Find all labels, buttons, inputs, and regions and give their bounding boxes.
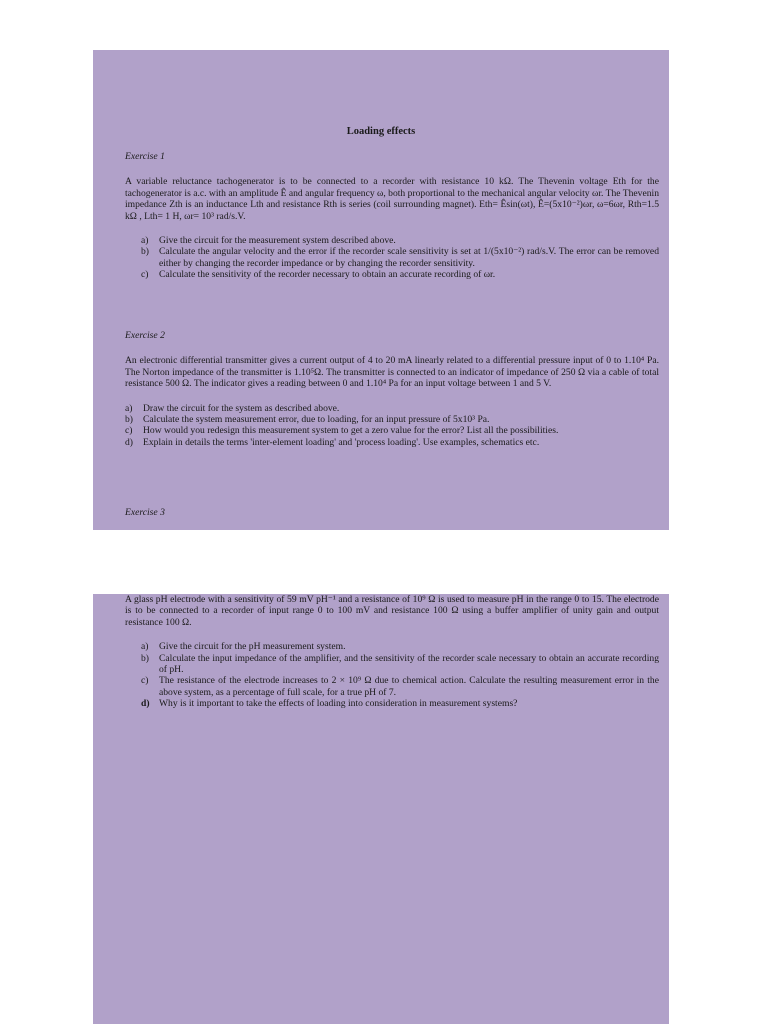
- list-item: a) Give the circuit for the pH measurement system.: [141, 641, 346, 653]
- list-item: b) Calculate the angular velocity and the error if the recorder scale sensitivity is set at 1/(5x10⁻²) rad/s.V. The error can be removed either by changing the recorder impedance or by changing the recorder sensitivity.: [141, 246, 659, 269]
- exercise-3-questions: [125, 641, 659, 709]
- exercise-2-heading: Exercise 2: [125, 330, 165, 341]
- exercise-1: [125, 151, 659, 281]
- list-item: d) Why is it important to take the effects of loading into consideration in measurement systems?: [141, 698, 518, 710]
- exercise-1-text: A variable reluctance tachogenerator is to be connected to a recorder with resistance 10 kΩ. The Thevenin voltage Eth for the tachogenerator is a.c. with an amplitude Ê and angular frequency ω, both proportional to the mechanical angular velocity ωr. The Thevenin impedance Zth is an inductance Lth and resistance Rth is series (coil surrounding magnet). Eth= Êsin(ωt), Ê=(5x10⁻²)ωr, ω=6ωr, Rth=1.5 kΩ , Lth= 1 H, ωr= 10³ rad/s.V.: [125, 176, 659, 222]
- exercise-1-questions: [125, 235, 659, 281]
- exercise-2: [125, 330, 659, 448]
- list-item: b) Calculate the input impedance of the amplifier, and the sensitivity of the recorder scale necessary to obtain an accurate recording of pH.: [141, 652, 659, 676]
- list-item: d) Explain in details the terms 'inter-element loading' and 'process loading'. Use examples, schematics etc.: [125, 436, 540, 448]
- list-item: c) The resistance of the electrode increases to 2 × 10⁹ Ω due to chemical action. Calculate the resulting measurement error in the above system, as a percentage of full scale, for a true pH of 7.: [141, 675, 659, 698]
- list-item: b) Calculate the system measurement error, due to loading, for an input pressure of 5x10³ Pa.: [125, 414, 490, 426]
- document-page-1: [93, 50, 669, 530]
- list-item: a) Give the circuit for the measurement system described above.: [141, 235, 396, 247]
- exercise-3-body: [125, 594, 659, 710]
- exercise-3-text: A glass pH electrode with a sensitivity of 59 mV pH⁻¹ and a resistance of 10⁹ Ω is used to measure pH in the range 0 to 15. The electrode is to be connected to a recorder of input range 0 to 100 mV and resistance 100 Ω using a buffer amplifier of unity gain and output resistance 100 Ω.: [125, 594, 659, 628]
- list-item: c) How would you redesign this measurement system to get a zero value for the error? List all the possibilities.: [125, 425, 559, 437]
- list-item: c) Calculate the sensitivity of the recorder necessary to obtain an accurate recording of ωr.: [141, 269, 496, 281]
- exercise-1-heading: Exercise 1: [125, 151, 165, 162]
- exercise-2-questions: [125, 403, 659, 449]
- document-page-2: [93, 594, 669, 1024]
- exercise-3-heading: Exercise 3: [125, 507, 165, 518]
- page-title: Loading effects: [346, 126, 416, 137]
- exercise-2-text: An electronic differential transmitter gives a current output of 4 to 20 mA linearly related to a differential pressure input of 0 to 1.10⁴ Pa. The Norton impedance of the transmitter is 1.10⁵Ω. The transmitter is connected to an indicator of impedance of 250 Ω via a cable of total resistance 500 Ω. The indicator gives a reading between 0 and 1.10⁴ Pa for an input voltage between 1 and 5 V.: [125, 355, 659, 390]
- list-item: a) Draw the circuit for the system as described above.: [125, 402, 340, 414]
